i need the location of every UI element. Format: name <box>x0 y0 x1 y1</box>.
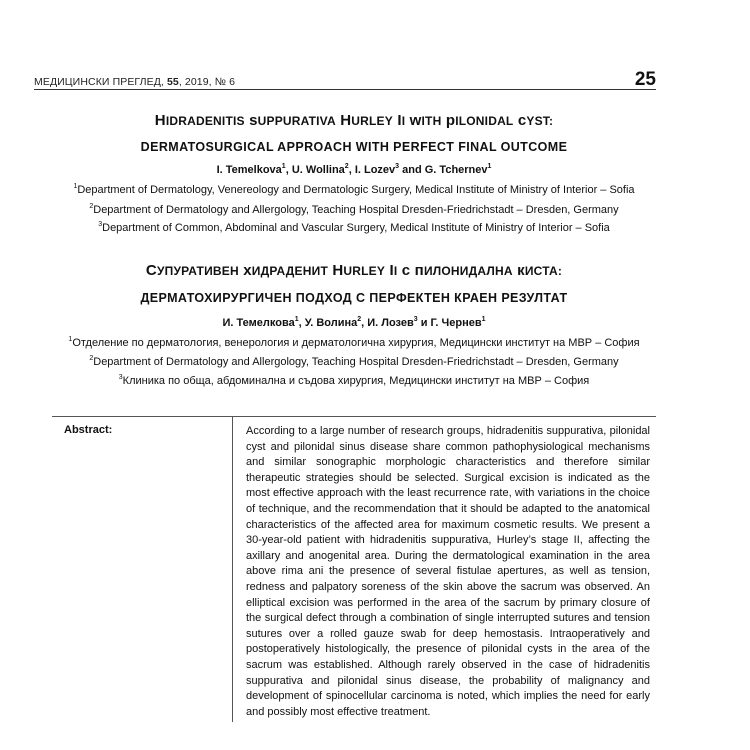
bulgarian-author-name: У. Волина <box>304 317 358 329</box>
english-author-name: U. Wollina <box>291 164 345 176</box>
english-affiliation-1: $^1$Department of Dermatology, Venereology and Dermatologic Surgery, Medical Institute of Ministry of Interior – Sofia <box>73 183 635 196</box>
journal-issue: , 2019, № 6 <box>178 76 236 88</box>
page-number: 25 <box>634 69 656 90</box>
english-author-affiliation-number: 1 <box>487 163 492 170</box>
bulgarian-affiliation-2: $^2$Department of Dermatology and Allergology, Teaching Hospital Dresden-Friedrichstadt – Dresden, Germany <box>89 355 619 368</box>
journal-name: МЕДИЦИНСКИ ПРЕГЛЕД, <box>34 76 164 88</box>
journal-reference <box>34 76 235 88</box>
bulgarian-author-affiliation-number: 2 <box>357 316 362 323</box>
english-author-affiliation-number: 1 <box>281 163 286 170</box>
bulgarian-title-line1 <box>34 262 674 279</box>
bulgarian-author-name: Г. Чернев <box>430 317 482 329</box>
english-author-affiliation-number: 3 <box>395 163 400 170</box>
bulgarian-author-affiliation-number: 3 <box>413 316 418 323</box>
english-affiliation-3: $^3$Department of Common, Abdominal and Vascular Surgery, Medical Institute of Ministry of Interior – Sofia <box>98 221 610 234</box>
english-author-affiliation-number: 2 <box>344 163 349 170</box>
english-affiliation-2: $^2$Department of Dermatology and Allergology, Teaching Hospital Dresden-Friedrichstadt – Dresden, Germany <box>89 203 619 216</box>
english-author-name: I. Lozev <box>354 164 396 176</box>
english-title-line1 <box>34 112 674 129</box>
bulgarian-affiliation-3: $^3$Клиника по обща, абдоминална и съдова хирургия, Медицински институт на МВР – София <box>118 374 590 387</box>
english-title-line2: DERMATOSURGICAL APPROACH WITH PERFECT FINAL OUTCOME <box>140 140 568 154</box>
bulgarian-affiliation-1: $^1$Отделение по дерматология, венерология и дерматологична хирургия, Медицински институт на МВР – София <box>68 336 640 349</box>
bulgarian-author-name: И. Лозев <box>367 317 414 329</box>
bulgarian-title-line2: ДЕРМАТОХИРУРГИЧЕН ПОДХОД С ПЕРФЕКТЕН КРАЕН РЕЗУЛТАТ <box>140 291 568 305</box>
abstract-column-divider <box>232 416 233 722</box>
abstract-top-rule <box>52 416 656 417</box>
english-author-name: I. Temelkova <box>216 164 282 176</box>
bulgarian-authors: И. Темелкова$^1$, У. Волина$^2$, И. Лозев$^3$ и Г. Чернев$^1$ <box>222 316 486 329</box>
english-authors: I. Temelkova$^1$, U. Wollina$^2$, I. Lozev$^3$ and G. Tchernev$^1$ <box>216 163 492 176</box>
bulgarian-title-text: СУПУРАТИВЕН хИДРАДЕНИТ HURLEY II с пИЛОНИДАЛНА кИСТА: <box>145 262 563 279</box>
bulgarian-author-name: И. Темелкова <box>222 317 295 329</box>
abstract-text: According to a large number of research groups, hidradenitis suppurativa, pilonidal cyst and pilonidal sinus disease share common pathophysiological mechanisms and similar sonographic morphologic characteristics and therefore similar therapeutic strategies should be selected. Surgical excision is indicated as the most effective approach with the least recurrence rate, with variations in the choice of technique, and the recommendation that it should be adapted to the anatomical characteristics of the affected area for maximum cosmetic results. We present a 30-year-old patient with hidradenitis suppurativa, Hurley’s stage II, affecting the axillary and anogenital area. During the dermatological examination in the area above rima ani the presence of several fistulae apertures, as well as tension, redness and palpatory soreness of the skin above the sacrum was observed. An elliptical excision was performed in the area of the sacrum by primary closure of the surgical defect through a combination of single interrupted sutures and tension sutures over a rolled gauze swab for deep hemostasis. Intraoperatively and postoperatively histologically, the presence of pilonidal cysts in the area of the sacrum was established. Although rarely observed in the case of hidradenitis suppurativa and pilonidal sinus disease, the probability of malignancy and development of spinocellular carcinoma is noted, which implies the need for early and possibly most effective treatment. <box>246 425 650 718</box>
english-title-text: HIDRADENITIS sUPPURATIVA HURLEY II wITH pILONIDAL cYST: <box>154 112 554 129</box>
english-author-name: G. Tchernev <box>424 164 488 176</box>
bulgarian-author-affiliation-number: 1 <box>481 316 486 323</box>
header-rule <box>34 89 656 90</box>
abstract-label: Abstract: <box>64 424 113 436</box>
journal-volume: 55 <box>166 76 179 88</box>
bulgarian-author-affiliation-number: 1 <box>294 316 299 323</box>
